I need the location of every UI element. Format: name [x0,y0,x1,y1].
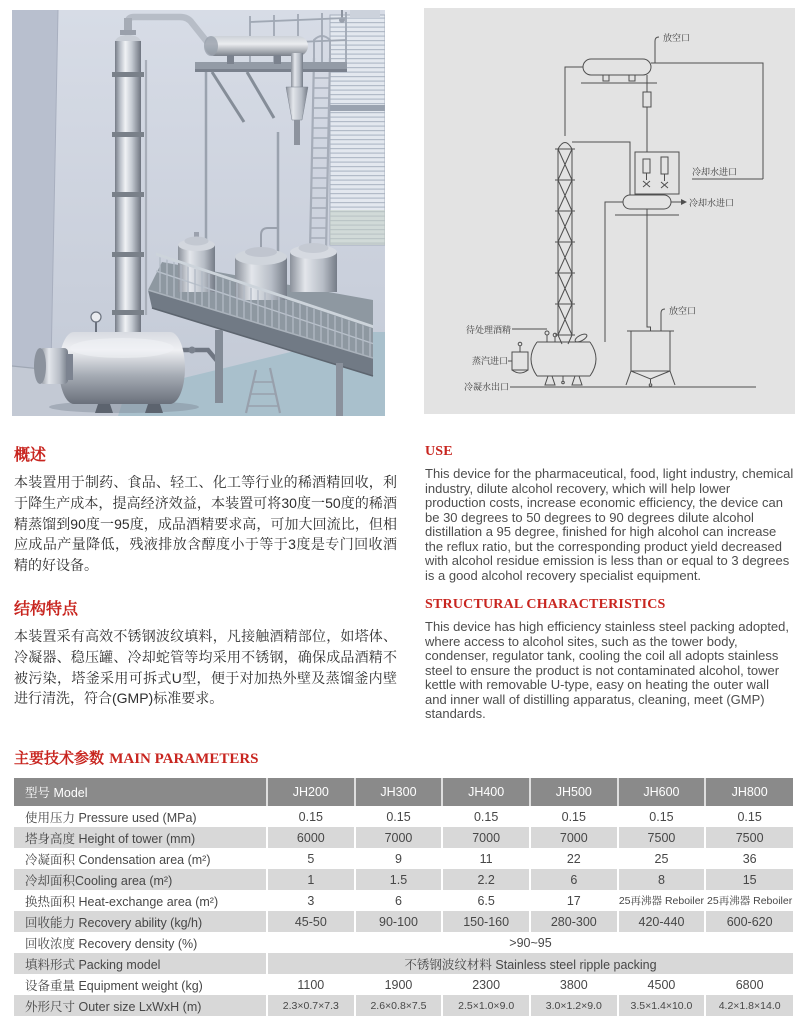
param-value-cell: 1.5 [355,869,443,890]
parameters-section [14,746,793,1016]
param-value-cell: 0.15 [705,806,793,827]
table-row [14,974,793,995]
param-value-cell: 1 [267,869,355,890]
param-row-label: 外形尺寸 Outer size LxWxH (m) [14,995,267,1016]
parameters-title-zh: 主要技术参数 [14,750,105,767]
instrument-box-drawing [635,152,679,194]
param-value-cell: 9 [355,848,443,869]
diagram-label-steam: 蒸汽进口 [472,356,509,366]
table-row [14,806,793,827]
param-span-cell: 不锈钢波纹材料 Stainless steel ripple packing [267,953,793,974]
model-column-header: JH400 [442,778,530,806]
table-row [14,848,793,869]
diagram-label-feed: 待处理酒精 [466,325,512,335]
use-title: USE [425,444,453,459]
param-value-cell: 7000 [530,827,618,848]
parameters-table [14,778,793,1016]
table-row [14,953,793,974]
table-row [14,890,793,911]
equipment-photo-illustration [12,10,385,416]
param-row-label: 塔身高度 Height of tower (mm) [14,827,267,848]
diagram-label-vent-top: 放空口 [663,33,691,43]
param-value-cell: 6800 [705,974,793,995]
table-row [14,869,793,890]
model-column-header: JH200 [267,778,355,806]
diagram-label-cooling-water-mid: 冷却水进口 [689,198,735,208]
param-value-cell: 45-50 [267,911,355,932]
param-row-label: 换热面积 Heat-exchange area (m²) [14,890,267,911]
subcooler-drawing [605,195,681,342]
parameters-title [14,746,793,768]
kettle-drawing [508,329,596,385]
param-value-cell: 7000 [442,827,530,848]
param-value-cell: 3.0×1.2×9.0 [530,995,618,1016]
right-text-column [425,442,794,736]
param-value-cell: 22 [530,848,618,869]
param-span-cell: >90~95 [267,932,793,953]
model-column-header: JH600 [618,778,706,806]
param-value-cell: 90-100 [355,911,443,932]
model-header: 型号 Model [14,778,267,806]
param-value-cell: 3800 [530,974,618,995]
overview-body: 本装置用于制药、食品、轻工、化工等行业的稀酒精回收，利于降生产成本，提高经济效益，本装置可将30度一50度的稀酒精蒸馏到90度一95度，成品酒精要求高，可加大回流比，但相应成品产量降低，残液排放含醇度小于等于3度是专门回收酒精的好设备。 [14,474,397,574]
param-value-cell: 0.15 [267,806,355,827]
param-value-cell: 2300 [442,974,530,995]
param-row-label: 冷却面积Cooling area (m²) [14,869,267,890]
param-value-cell: 1900 [355,974,443,995]
table-row [14,932,793,953]
process-flow-diagram [424,8,795,414]
param-value-cell: 25 [618,848,706,869]
receiver-tank-drawing [626,309,675,386]
param-value-cell: 0.15 [355,806,443,827]
param-value-cell: 4500 [618,974,706,995]
param-value-cell: 11 [442,848,530,869]
param-value-cell: 6000 [267,827,355,848]
param-value-cell: 0.15 [442,806,530,827]
model-column-header: JH800 [705,778,793,806]
param-value-cell: 36 [705,848,793,869]
param-value-cell: 6 [355,890,443,911]
structure-en-title: STRUCTURAL CHARACTERISTICS [425,597,666,612]
table-row [14,995,793,1016]
param-row-label: 填料形式 Packing model [14,953,267,974]
param-value-cell: 6.5 [442,890,530,911]
param-value-cell: 3 [267,890,355,911]
param-value-cell: 17 [530,890,618,911]
param-value-cell: 280-300 [530,911,618,932]
param-value-cell: 25再沸器 Reboiler [705,890,793,911]
param-value-cell: 7500 [618,827,706,848]
use-body: This device for the pharmaceutical, food, light industry, chemical industry, dilute alcohol recovery, which will help lower production costs, increase economic efficiency, the device can be 30 degrees to 50 degrees to 90 degrees dilute alcohol distillation a 95 degree, finished for high alcohol can increase the reflux ratio, but the corresponding product yield decreased with alcohol residue emission is less than or equal to 3 degrees is a good alcohol recovery specialist equipment. [425,466,794,583]
structure-zh-title: 结构特点 [14,600,79,618]
structure-en-body: This device has high efficiency stainless steel packing adopted, where access to alcohol sites, such as the tower body, condenser, regulator tank, cooling the coil all adopts stainless steel to ensure the product is not contaminated alcohol, tower kettle with removable U-type, easy on heating the outer wall and inner wall of distilling apparatus, cleaning, meet (GMP) standards. [425,619,789,721]
process-flow-drawing [424,8,795,414]
param-value-cell: 2.3×0.7×7.3 [267,995,355,1016]
model-column-header: JH500 [530,778,618,806]
structure-zh-body: 本装置采有高效不锈钢波纹填料，凡接触酒精部位，如塔体、冷凝器、稳压罐、冷却蛇管等均采用不锈钢，确保成品酒精不被污染，塔釜采用可拆式U型，便于对加热外壁及蒸馏釜内壁进行清洗，符合(GMP)标准要求。 [14,627,397,707]
equipment-photo [12,10,385,416]
param-value-cell: 420-440 [618,911,706,932]
table-row [14,827,793,848]
param-value-cell: 25再沸器 Reboiler [618,890,706,911]
left-text-column [14,442,397,729]
param-value-cell: 2.2 [442,869,530,890]
param-value-cell: 2.6×0.8×7.5 [355,995,443,1016]
param-value-cell: 0.15 [618,806,706,827]
param-value-cell: 600-620 [705,911,793,932]
param-row-label: 使用压力 Pressure used (MPa) [14,806,267,827]
diagram-label-condensate: 冷凝水出口 [464,382,510,392]
param-value-cell: 7500 [705,827,793,848]
param-value-cell: 2.5×1.0×9.0 [442,995,530,1016]
distillation-column [112,18,144,335]
param-value-cell: 6 [530,869,618,890]
param-value-cell: 8 [618,869,706,890]
param-row-label: 回收能力 Recovery ability (kg/h) [14,911,267,932]
param-value-cell: 7000 [355,827,443,848]
param-row-label: 设备重量 Equipment weight (kg) [14,974,267,995]
param-row-label: 回收浓度 Recovery density (%) [14,932,267,953]
param-value-cell: 4.2×1.8×14.0 [705,995,793,1016]
diagram-label-cooling-water-top: 冷却水进口 [692,167,738,177]
param-value-cell: 0.15 [530,806,618,827]
table-header-row [14,778,793,806]
param-value-cell: 15 [705,869,793,890]
model-column-header: JH300 [355,778,443,806]
packed-column-drawing [555,130,575,344]
table-row [14,911,793,932]
param-value-cell: 150-160 [442,911,530,932]
param-value-cell: 3.5×1.4×10.0 [618,995,706,1016]
condenser-drawing [565,37,763,179]
parameters-title-en: MAIN PARAMETERS [109,751,259,767]
overview-title: 概述 [14,447,47,464]
param-value-cell: 1100 [267,974,355,995]
diagram-label-vent-tank: 放空口 [669,306,697,316]
param-value-cell: 5 [267,848,355,869]
param-row-label: 冷凝面积 Condensation area (m²) [14,848,267,869]
